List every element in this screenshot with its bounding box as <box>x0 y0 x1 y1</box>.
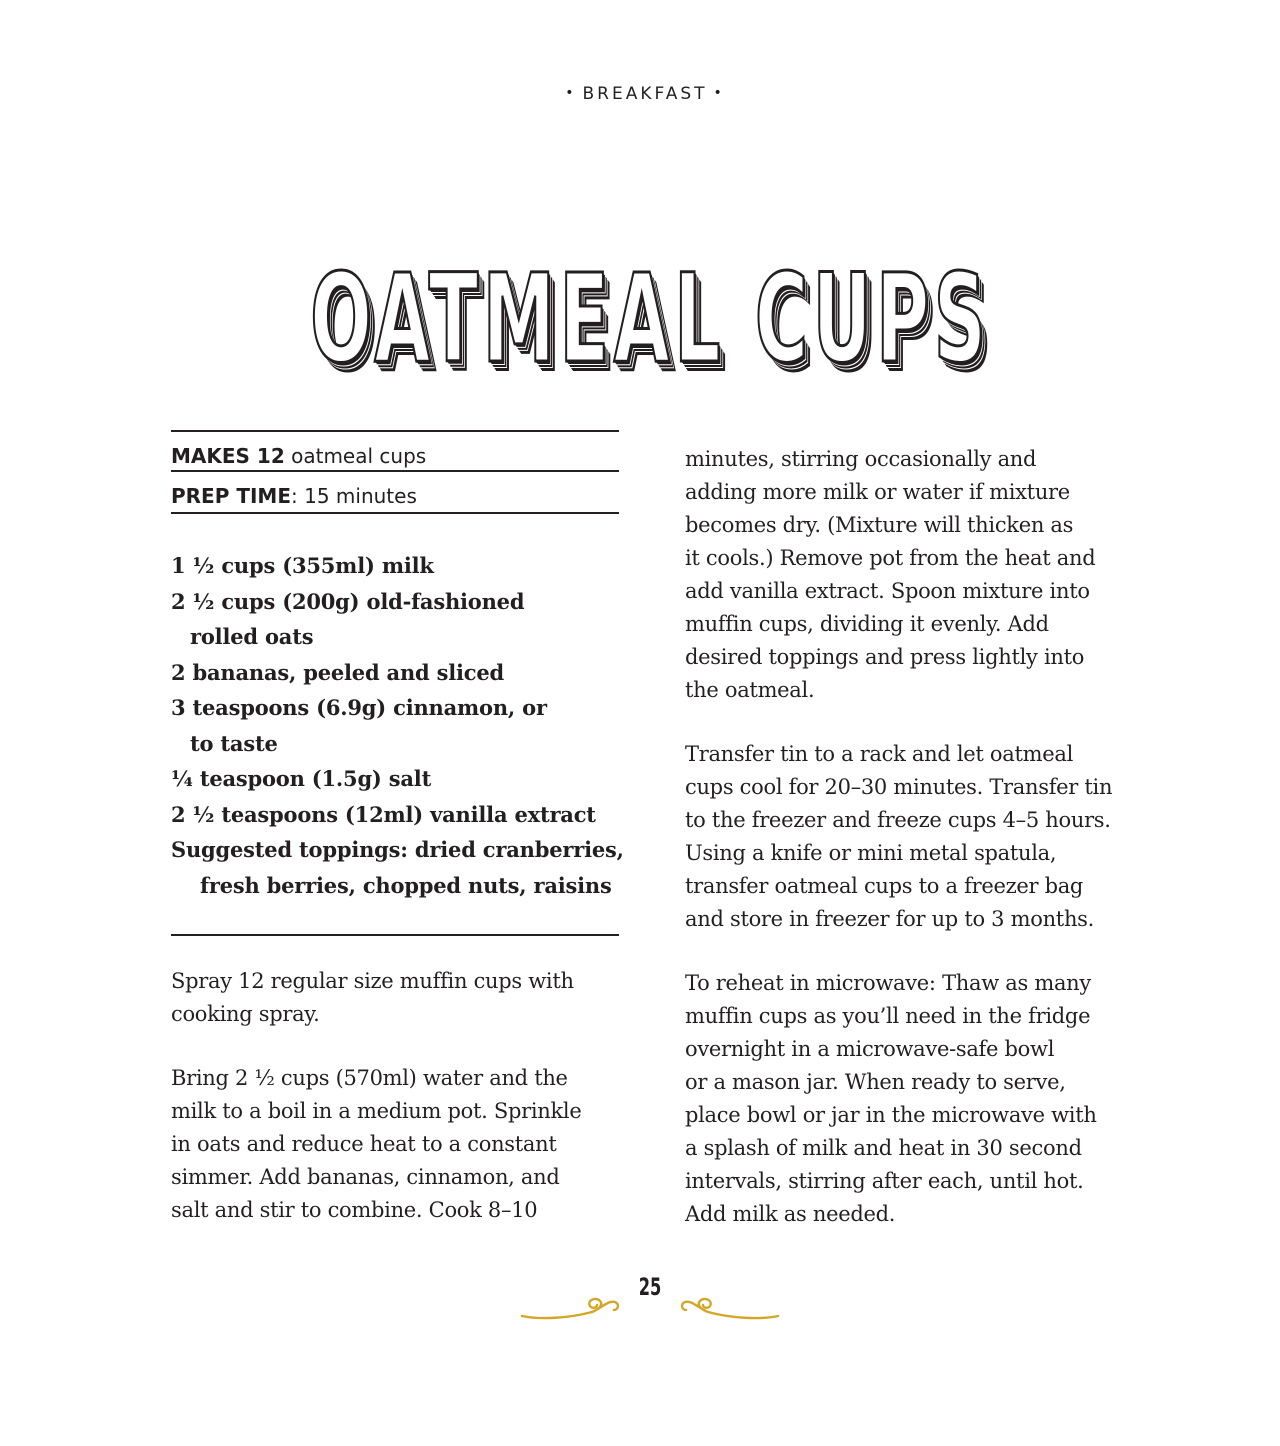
instruction-line: minutes, stirring occasionally and <box>685 447 1037 471</box>
prep-time-row <box>171 470 619 514</box>
instruction-line: in oats and reduce heat to a constant <box>171 1132 557 1156</box>
instruction-line: to the freezer and freeze cups 4–5 hours. <box>685 808 1111 832</box>
ingredient-item: 2 ½ cups (200g) old-fashioned <box>171 588 525 614</box>
instruction-paragraph <box>171 965 631 1031</box>
instruction-paragraph <box>685 967 1145 1231</box>
instruction-paragraph <box>685 443 1145 707</box>
instructions-left-column <box>171 965 631 1227</box>
swirl-ornament-icon <box>678 1290 780 1324</box>
section-header <box>0 84 1280 104</box>
instruction-line: To reheat in microwave: Thaw as many <box>685 971 1091 995</box>
instruction-line: Using a knife or mini metal spatula, <box>685 841 1057 865</box>
instruction-line: overnight in a microwave-safe bowl <box>685 1037 1055 1061</box>
section-name: BREAKFAST <box>582 84 708 104</box>
yield-value: oatmeal cups <box>284 444 427 468</box>
prep-time-value: : 15 minutes <box>291 484 417 508</box>
instructions-right-column <box>685 443 1145 1231</box>
instruction-line: Add milk as needed. <box>685 1202 896 1226</box>
instruction-line: desired toppings and press lightly into <box>685 645 1085 669</box>
instruction-line: a splash of milk and heat in 30 second <box>685 1136 1082 1160</box>
instruction-line: simmer. Add bananas, cinnamon, and <box>171 1165 560 1189</box>
instruction-paragraph <box>685 738 1145 936</box>
ingredient-item-continuation: rolled oats <box>190 624 314 649</box>
instruction-line: Spray 12 regular size muffin cups with <box>171 969 574 993</box>
bullet-dot-icon: • <box>713 85 725 101</box>
instruction-line: transfer oatmeal cups to a freezer bag <box>685 874 1084 898</box>
ornament-stroke <box>682 1299 778 1318</box>
yield-label: MAKES 12 <box>171 444 285 468</box>
instruction-line: muffin cups, dividing it evenly. Add <box>685 612 1049 636</box>
ingredient-item-continuation: to taste <box>190 730 278 756</box>
instruction-line: milk to a boil in a medium pot. Sprinkle <box>171 1099 582 1123</box>
recipe-title: OATMEAL CUPS <box>309 248 991 390</box>
instruction-line: it cools.) Remove pot from the heat and <box>685 546 1096 570</box>
instruction-line: place bowl or jar in the microwave with <box>685 1103 1097 1127</box>
instruction-line: cooking spray. <box>171 1002 320 1026</box>
instruction-line: and store in freezer for up to 3 months. <box>685 907 1095 931</box>
instruction-line: intervals, stirring after each, until hot. <box>685 1169 1084 1193</box>
ingredient-item-continuation: fresh berries, chopped nuts, raisins <box>200 872 612 898</box>
ingredient-item: Suggested toppings: dried cranberries, <box>171 837 624 862</box>
instruction-paragraph <box>171 1062 631 1227</box>
page-footer <box>520 1270 780 1330</box>
recipe-info-box <box>171 430 619 514</box>
title-container <box>0 248 1280 390</box>
instruction-line: cups cool for 20–30 minutes. Transfer tin <box>685 775 1113 799</box>
instruction-line: adding more milk or water if mixture <box>685 480 1070 504</box>
page-number: 25 <box>638 1273 662 1301</box>
instruction-line: the oatmeal. <box>685 678 815 702</box>
bullet-dot-icon: • <box>565 85 577 101</box>
ingredient-item: 3 teaspoons (6.9g) cinnamon, or <box>171 695 547 720</box>
ingredient-item: 2 ½ teaspoons (12ml) vanilla extract <box>171 801 596 827</box>
instruction-line: or a mason jar. When ready to serve, <box>685 1070 1066 1094</box>
instruction-line: becomes dry. (Mixture will thicken as <box>685 513 1074 537</box>
ingredient-item: 2 bananas, peeled and sliced <box>171 659 505 685</box>
ingredient-item: ¼ teaspoon (1.5g) salt <box>171 766 432 791</box>
instruction-line: add vanilla extract. Spoon mixture into <box>685 579 1090 603</box>
prep-time-label: PREP TIME <box>171 484 291 508</box>
ingredient-item: 1 ½ cups (355ml) milk <box>171 553 434 578</box>
instruction-line: muffin cups as you’ll need in the fridge <box>685 1004 1091 1028</box>
instruction-line: Transfer tin to a rack and let oatmeal <box>685 742 1074 766</box>
instruction-line: Bring 2 ½ cups (570ml) water and the <box>171 1066 568 1090</box>
ingredient-list <box>171 548 631 903</box>
ingredient-divider <box>171 934 619 936</box>
yield-row <box>171 430 619 470</box>
instruction-line: salt and stir to combine. Cook 8–10 <box>171 1198 538 1222</box>
